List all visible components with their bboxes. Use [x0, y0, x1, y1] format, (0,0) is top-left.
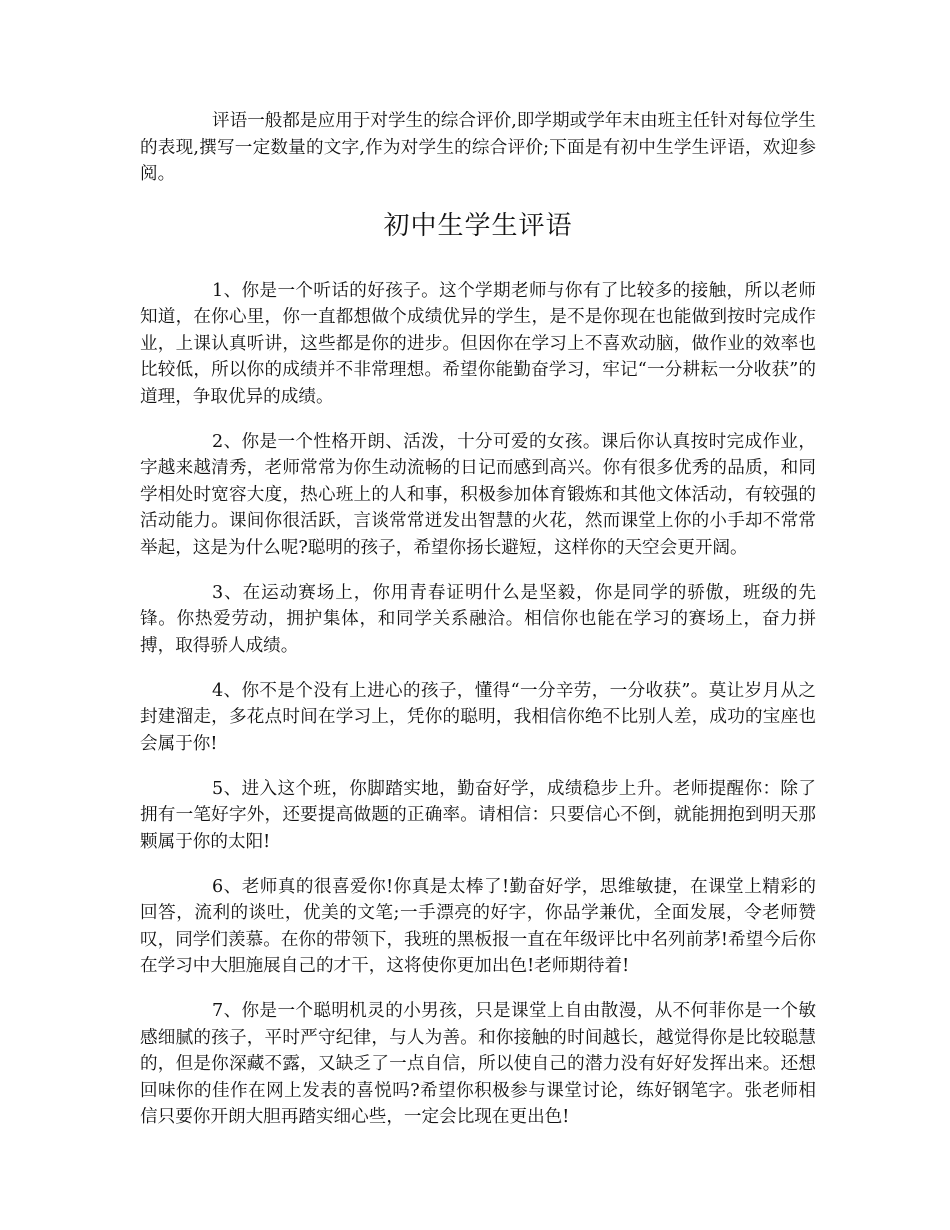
- comment-paragraph-2: 2、你是一个性格开朗、活泼，十分可爱的女孩。课后你认真按时完成作业，字越来越清秀，老师常常为你生动流畅的日记而感到高兴。你有很多优秀的品质，和同学相处时宽容大度，热心班上的人和事，积极参加体育锻炼和其他文体活动，有较强的活动能力。课间你很活跃，言谈常常迸发出智慧的火花，然而课堂上你的小手却不常常举起，这是为什么呢?聪明的孩子，希望你扬长避短，这样你的天空会更开阔。: [140, 431, 816, 558]
- comment-paragraph-4: 4、你不是个没有上进心的孩子，懂得“一分辛劳，一分收获”。莫让岁月从之封建溜走，多花点时间在学习上，凭你的聪明，我相信你绝不比别人差，成功的宝座也会属于你!: [140, 680, 816, 754]
- comment-paragraph-3: 3、在运动赛场上，你用青春证明什么是坚毅，你是同学的骄傲，班级的先锋。你热爱劳动，拥护集体，和同学关系融洽。相信你也能在学习的赛场上，奋力拼搏，取得骄人成绩。: [140, 582, 816, 656]
- intro-paragraph: 评语一般都是应用于对学生的综合评价,即学期或学年末由班主任针对每位学生的表现,撰写一定数量的文字,作为对学生的综合评价;下面是有初中生学生评语，欢迎参阅。: [140, 111, 816, 184]
- comment-paragraph-6: 6、老师真的很喜爱你!你真是太棒了!勤奋好学，思维敏捷，在课堂上精彩的回答，流利的谈吐，优美的文笔;一手漂亮的好字，你品学兼优，全面发展，令老师赞叹，同学们羡慕。在你的带领下，我班的黑板报一直在年级评比中名列前茅!希望今后你在学习中大胆施展自己的才干，这将使你更加出色!老师期待着!: [140, 876, 816, 976]
- document-page: [140, 108, 816, 1149]
- comment-paragraph-5: 5、进入这个班，你脚踏实地，勤奋好学，成绩稳步上升。老师提醒你：除了拥有一笔好字外，还要提高做题的正确率。请相信：只要信心不倒，就能拥抱到明天那颗属于你的太阳!: [140, 778, 816, 852]
- comment-paragraph-1: 1、你是一个听话的好孩子。这个学期老师与你有了比较多的接触，所以老师知道，在你心里，你一直都想做个成绩优异的学生，是不是你现在也能做到按时完成作业，上课认真听讲，这些都是你的进步。但因你在学习上不喜欢动脑，做作业的效率也比较低，所以你的成绩并不非常理想。希望你能勤奋学习，牢记“一分耕耘一分收获”的道理，争取优异的成绩。: [140, 280, 816, 407]
- document-title: 初中生学生评语: [383, 210, 573, 241]
- comment-paragraph-7: 7、你是一个聪明机灵的小男孩，只是课堂上自由散漫，从不何菲你是一个敏感细腻的孩子，平时严守纪律，与人为善。和你接触的时间越长，越觉得你是比较聪慧的，但是你深藏不露，又缺乏了一点自信，所以使自己的潜力没有好好发挥出来。还想回味你的佳作在网上发表的喜悦吗?希望你积极参与课堂讨论，练好钢笔字。张老师相信只要你开朗大胆再踏实细心些，一定会比现在更出色!: [140, 1001, 816, 1127]
